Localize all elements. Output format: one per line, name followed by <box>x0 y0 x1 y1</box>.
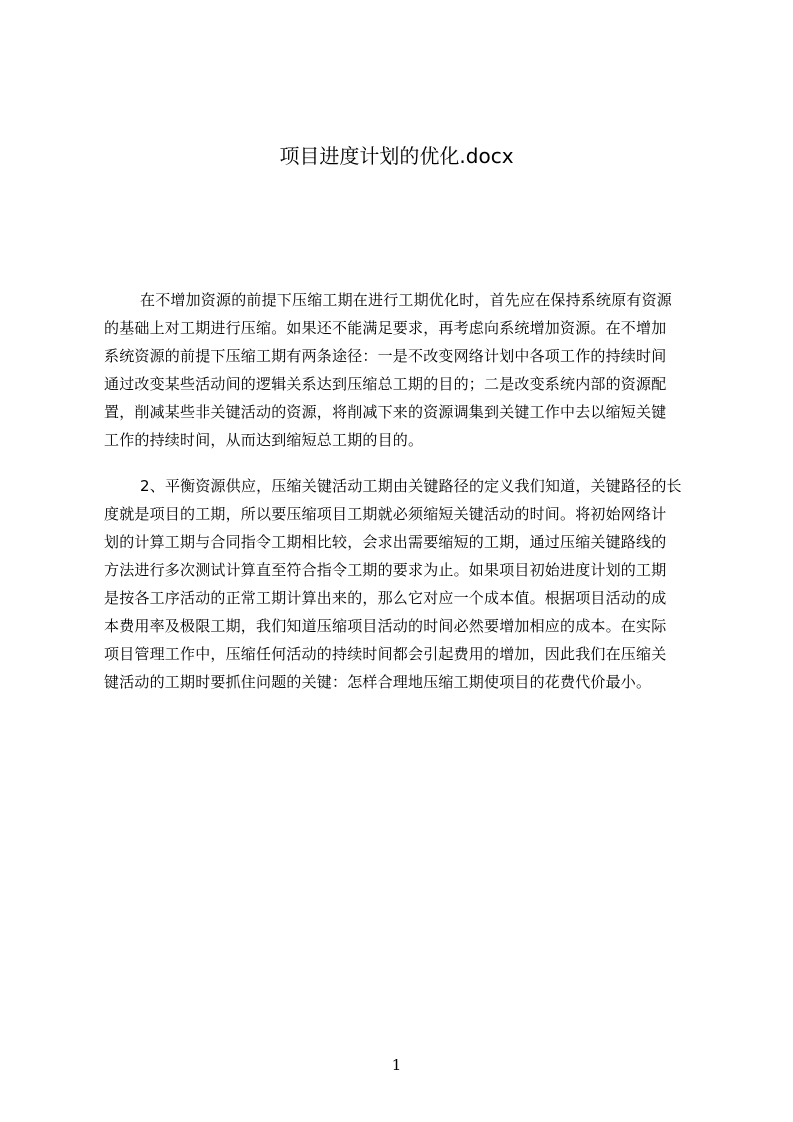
paragraph-line: 工作的持续时间，从而达到缩短总工期的目的。 <box>104 431 424 449</box>
paragraph-1 <box>104 286 702 454</box>
paragraph-line: 键活动的工期时要抓住问题的关键：怎样合理地压缩工期使项目的花费代价最小。 <box>104 673 652 691</box>
paragraph-line: 项目管理工作中，压缩任何活动的持续时间都会引起费用的增加，因此我们在压缩关 <box>104 645 667 663</box>
paragraph-line: 置，削减某些非关键活动的资源，将削减下来的资源调集到关键工作中去以缩短关键 <box>104 403 667 421</box>
paragraph-line: 划的计算工期与合同指令工期相比较，会求出需要缩短的工期，通过压缩关键路线的 <box>104 533 667 551</box>
paragraph-line: 方法进行多次测试计算直至符合指令工期的要求为止。如果项目初始进度计划的工期 <box>104 561 667 579</box>
page-number: 1 <box>391 1056 402 1074</box>
paragraph-line: 通过改变某些活动间的逻辑关系达到压缩总工期的目的；二是改变系统内部的资源配 <box>104 375 667 393</box>
paragraph-line: 本费用率及极限工期，我们知道压缩项目活动的时间必然要增加相应的成本。在实际 <box>104 617 667 635</box>
paragraph-line: 系统资源的前提下压缩工期有两条途径：一是不改变网络计划中各项工作的持续时间 <box>104 347 667 365</box>
paragraph-2 <box>104 472 702 696</box>
paragraph-line: 在不增加资源的前提下压缩工期在进行工期优化时，首先应在保持系统原有资源 <box>140 291 673 309</box>
paragraph-line: 2、平衡资源供应，压缩关键活动工期由关键路径的定义我们知道，关键路径的长 <box>140 477 682 495</box>
paragraph-line: 的基础上对工期进行压缩。如果还不能满足要求，再考虑向系统增加资源。在不增加 <box>104 319 667 337</box>
document-title: 项目进度计划的优化.docx <box>279 144 514 168</box>
paragraph-line: 是按各工序活动的正常工期计算出来的，那么它对应一个成本值。根据项目活动的成 <box>104 589 667 607</box>
paragraph-line: 度就是项目的工期，所以要压缩项目工期就必须缩短关键活动的时间。将初始网络计 <box>104 505 667 523</box>
